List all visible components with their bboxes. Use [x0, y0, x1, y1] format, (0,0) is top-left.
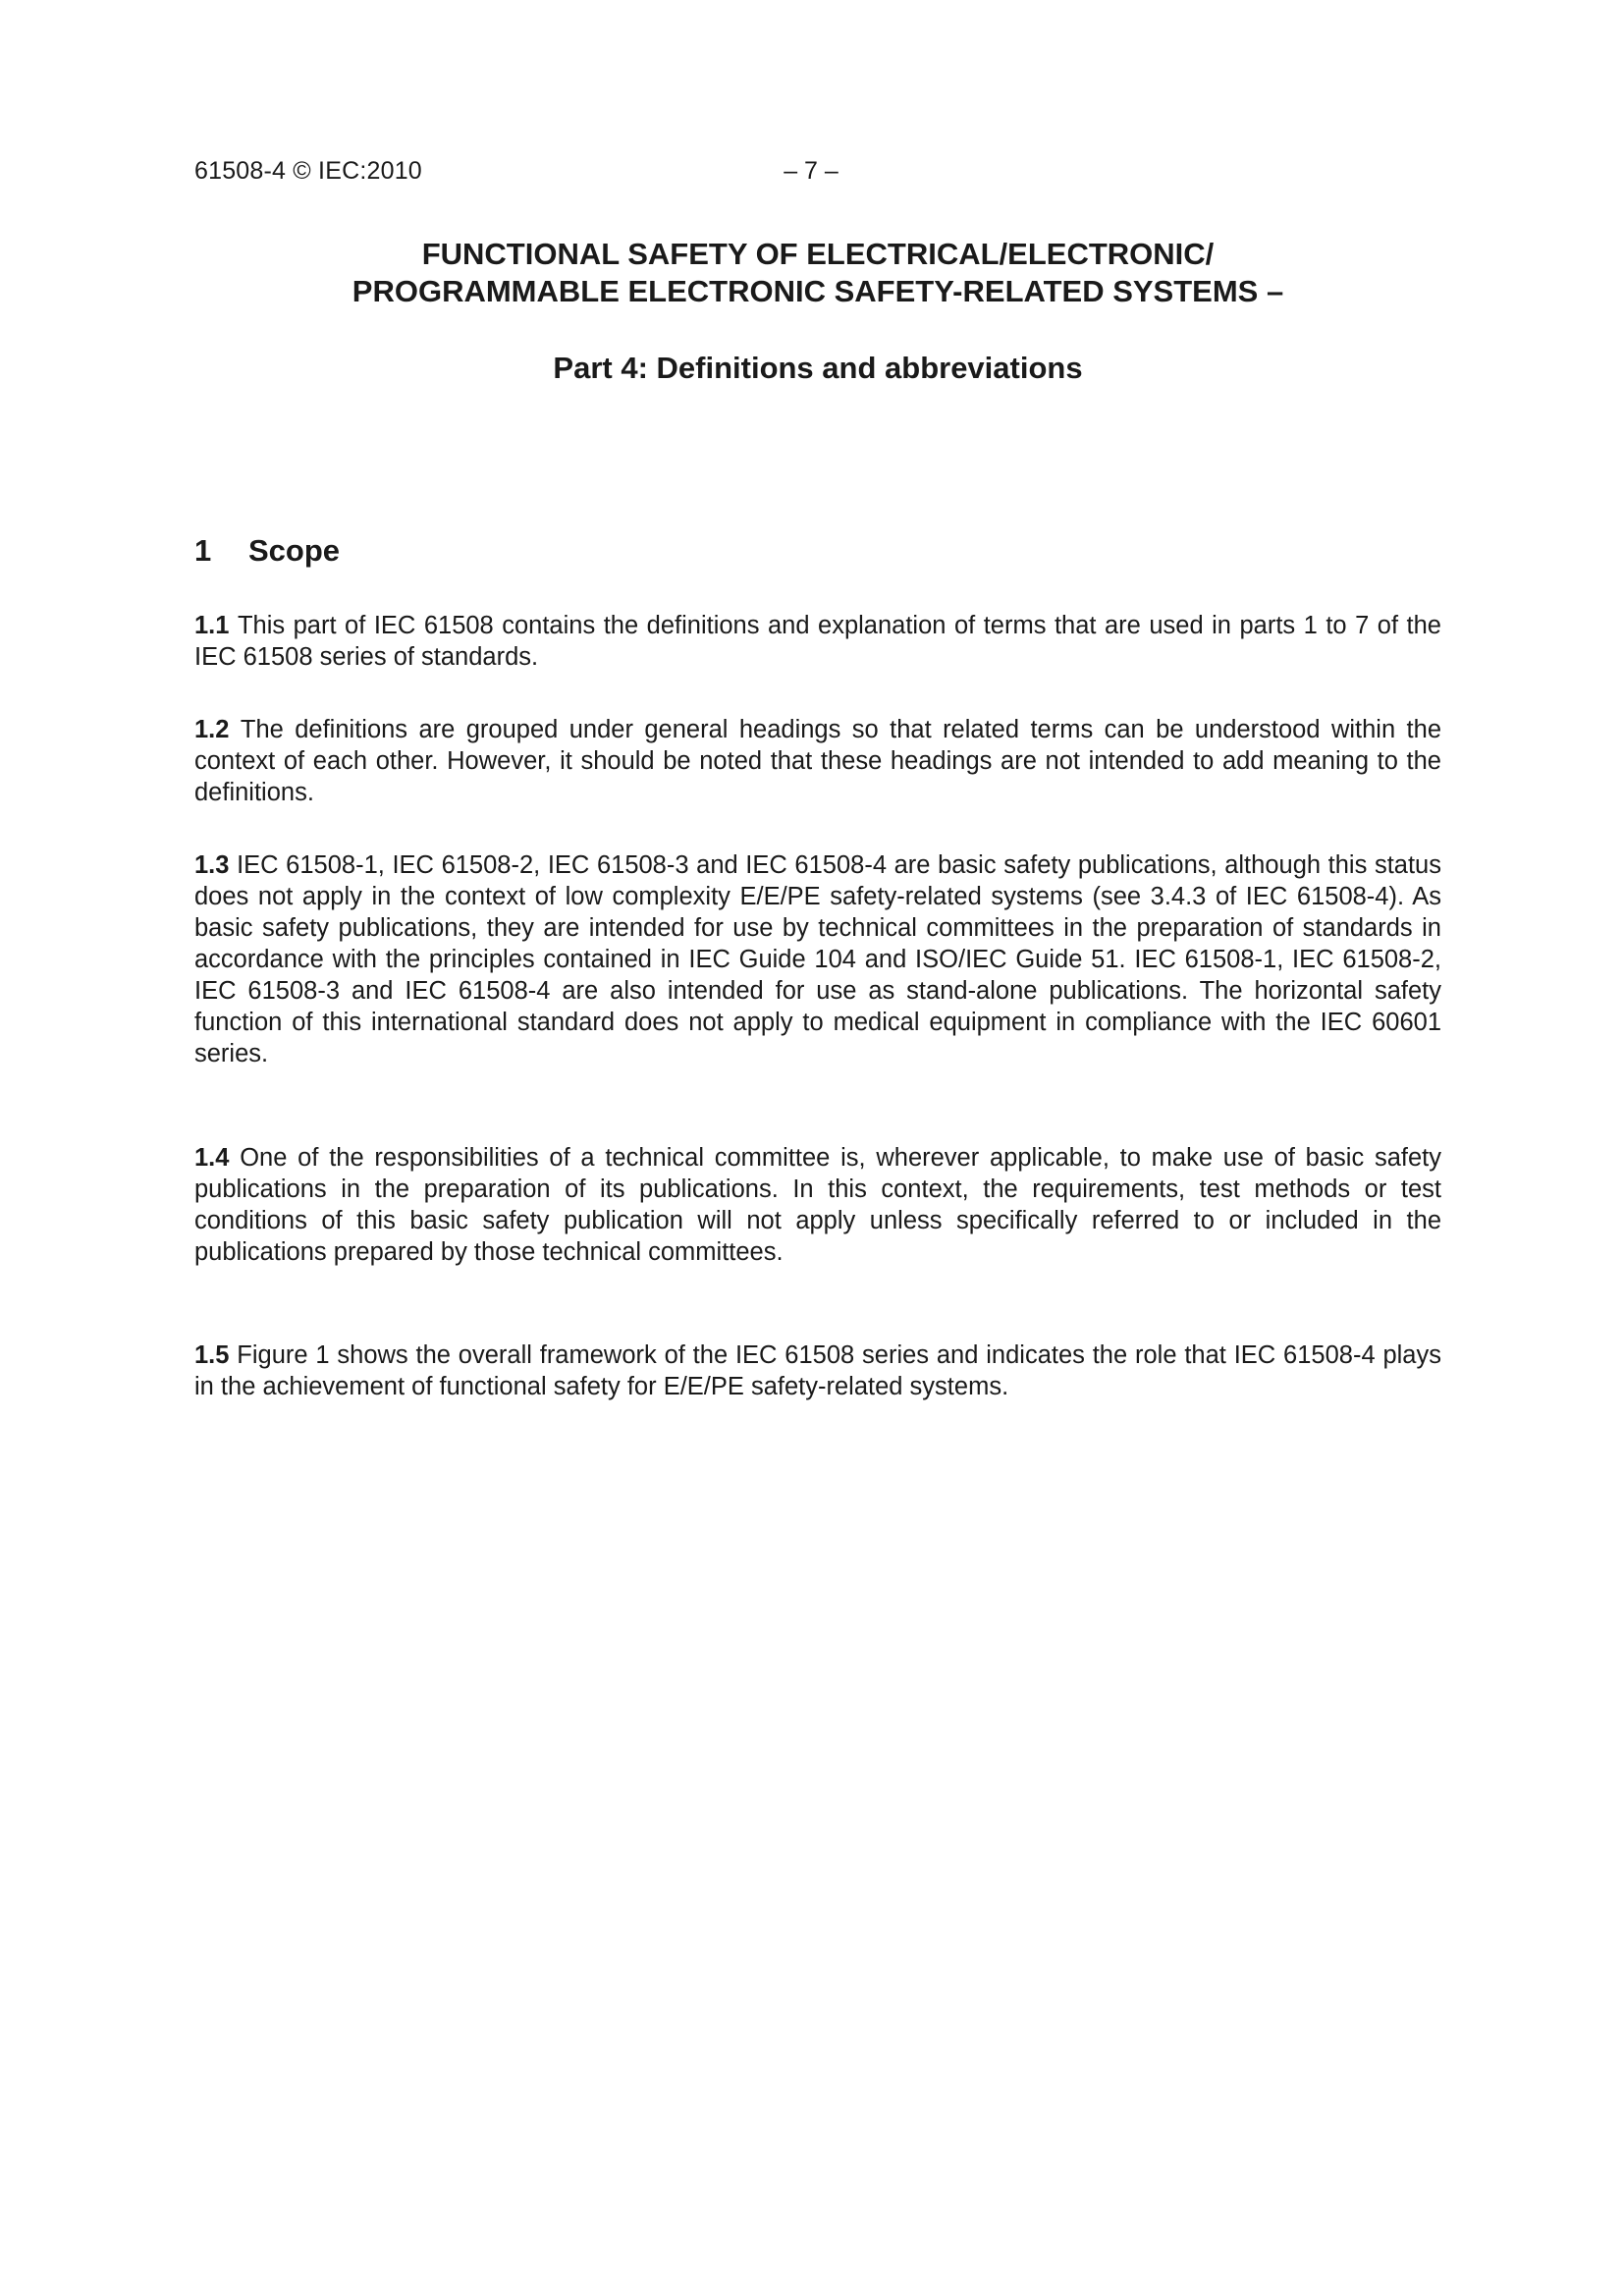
- paragraph-text: The definitions are grouped under general headings so that related terms can be understood within the context of each other. However, it should be noted that these headings are not intended to add meaning to the definitions.: [194, 716, 1441, 806]
- paragraph-number: 1.5: [194, 1341, 230, 1369]
- title-line-2: PROGRAMMABLE ELECTRONIC SAFETY-RELATED SYSTEMS –: [352, 274, 1284, 308]
- paragraph-number: 1.2: [194, 716, 230, 743]
- paragraph-1-2: [194, 714, 1441, 808]
- paragraph-1-1: [194, 610, 1441, 673]
- section-number: 1: [194, 533, 212, 568]
- paragraph-text: One of the responsibilities of a technical committee is, wherever applicable, to make use of basic safety publications in the preparation of its publications. In this context, the requirements, test methods or test conditions of this basic safety publication will not apply unless specifically referred to or included in the publications prepared by those technical committees.: [194, 1144, 1441, 1266]
- paragraph-number: 1.1: [194, 612, 230, 639]
- paragraph-text: This part of IEC 61508 contains the definitions and explanation of terms that are used in parts 1 to 7 of the IEC 61508 series of standards.: [194, 612, 1441, 671]
- page-number: – 7 –: [784, 157, 839, 185]
- paragraph-text: Figure 1 shows the overall framework of the IEC 61508 series and indicates the role that IEC 61508-4 plays in the achievement of functional safety for E/E/PE safety-related systems.: [194, 1341, 1441, 1400]
- paragraph-1-3: [194, 849, 1441, 1069]
- paragraph-1-5: [194, 1339, 1441, 1402]
- title-line-1: FUNCTIONAL SAFETY OF ELECTRICAL/ELECTRONIC/: [421, 237, 1215, 271]
- document-reference: 61508-4 © IEC:2010: [194, 157, 422, 185]
- paragraph-number: 1.4: [194, 1144, 230, 1172]
- paragraph-text: IEC 61508-1, IEC 61508-2, IEC 61508-3 and IEC 61508-4 are basic safety publications, although this status does not apply in the context of low complexity E/E/PE safety-related systems (see 3.4.3 of IEC 61508-4). As basic safety publications, they are intended for use by technical committees in the preparation of standards in accordance with the principles contained in IEC Guide 104 and ISO/IEC Guide 51. IEC 61508-1, IEC 61508-2, IEC 61508-3 and IEC 61508-4 are also intended for use as stand-alone publications. The horizontal safety function of this international standard does not apply to medical equipment in compliance with the IEC 60601 series.: [194, 851, 1441, 1067]
- paragraph-number: 1.3: [194, 851, 230, 879]
- section-heading: [194, 533, 340, 569]
- section-title: Scope: [248, 533, 341, 568]
- part-title: Part 4: Definitions and abbreviations: [553, 351, 1083, 385]
- document-title: [194, 236, 1441, 310]
- paragraph-1-4: [194, 1142, 1441, 1268]
